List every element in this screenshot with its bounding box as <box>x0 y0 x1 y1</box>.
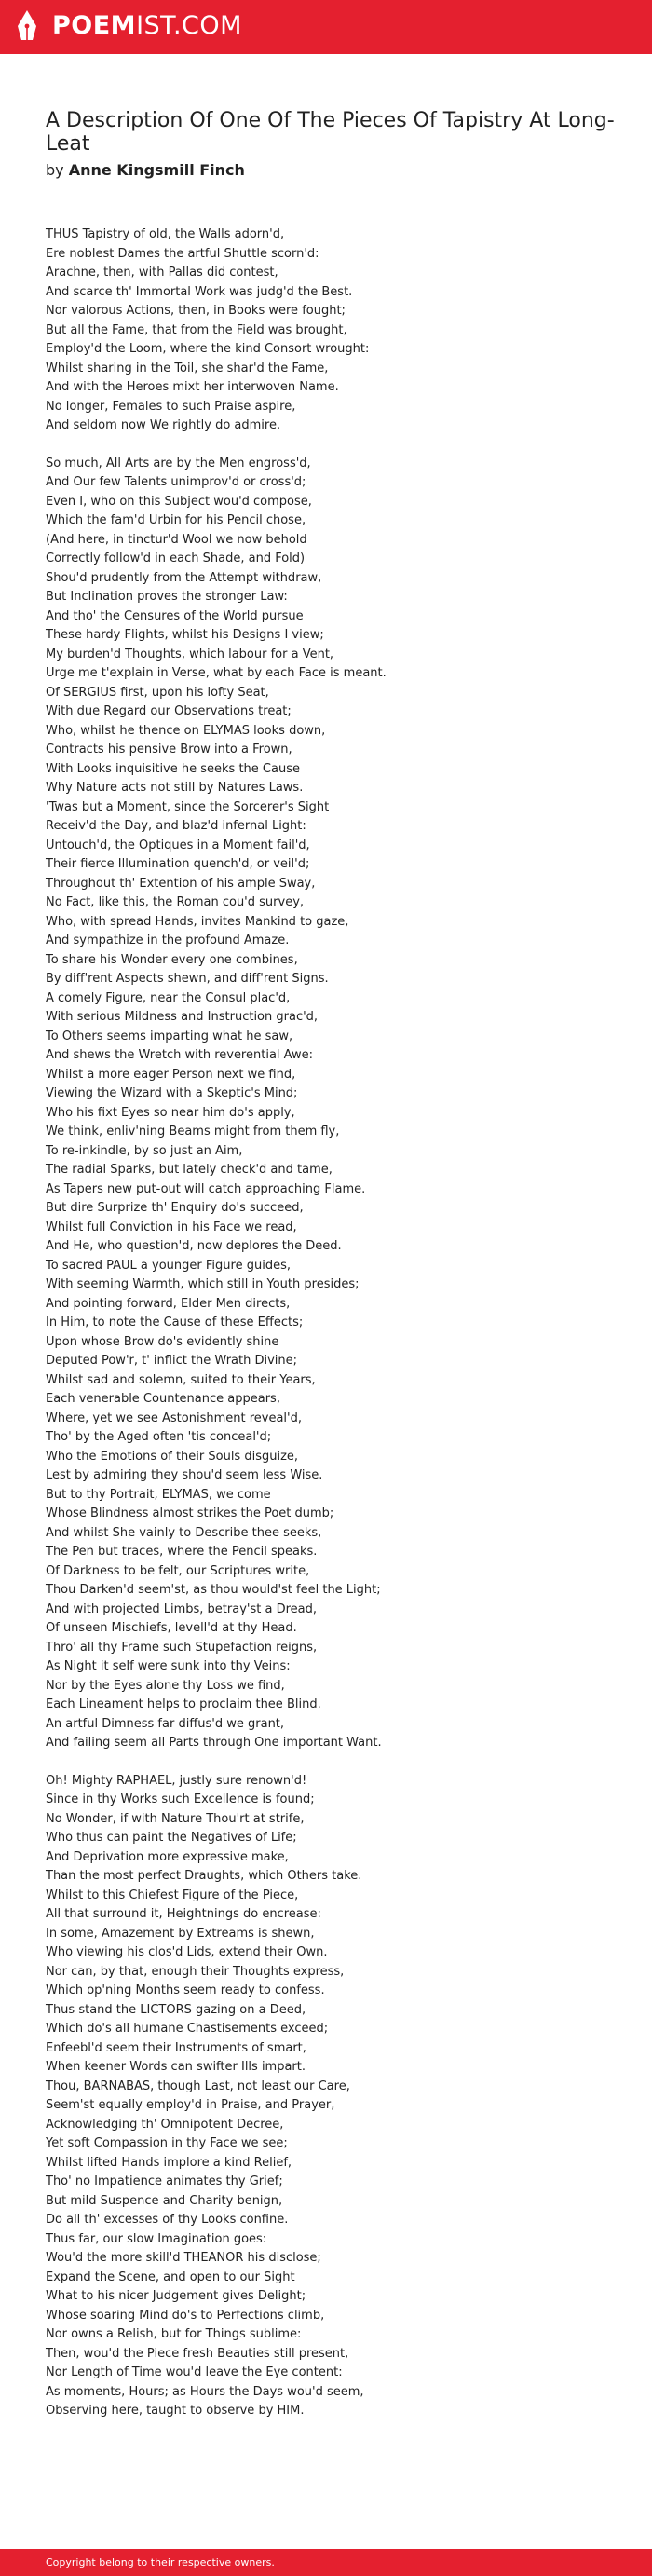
poem-line: And He, who question'd, now deplores the Deed. <box>46 1239 342 1253</box>
poem-line: 'Twas but a Moment, since the Sorcerer's Sight <box>46 799 330 814</box>
poem-line: And whilst She vainly to Describe thee seeks, <box>46 1525 322 1540</box>
poem-line: With serious Mildness and Instruction grac'd, <box>46 1010 319 1024</box>
poem-line: Even I, who on this Subject wou'd compose, <box>46 494 312 509</box>
poem-line: And seldom now We rightly do admire. <box>46 418 281 432</box>
poem-line: We think, enliv'ning Beams might from them fly, <box>46 1124 340 1138</box>
poem-line: Upon whose Brow do's evidently shine <box>46 1334 279 1349</box>
poem-line: Since in thy Works such Excellence is found; <box>46 1792 315 1806</box>
poem-line: And scarce th' Immortal Work was judg'd the Best. <box>46 284 353 299</box>
poem-line: Expand the Scene, and open to our Sight <box>46 2269 295 2284</box>
by-label: by <box>46 161 64 179</box>
poem-line: Whose soaring Mind do's to Perfections climb, <box>46 2308 325 2323</box>
poem-line: As Night it self were sunk into thy Veins: <box>46 1659 291 1673</box>
poem-line: To share his Wonder every one combines, <box>46 952 298 967</box>
poem-line: All that surround it, Heightnings do encrease: <box>46 1907 321 1921</box>
poem-title: A Description Of One Of The Pieces Of Tapistry At Long-Leat <box>46 109 615 156</box>
byline <box>46 160 245 181</box>
poem-line: Who thus can paint the Negatives of Life; <box>46 1831 297 1845</box>
poem-line: But mild Suspence and Charity benign, <box>46 2193 283 2208</box>
poem-line: Tho' no Impatience animates thy Grief; <box>46 2174 283 2188</box>
poem-line: Correctly follow'd in each Shade, and Fold) <box>46 552 306 566</box>
poem-line: Where, yet we see Astonishment reveal'd, <box>46 1411 302 1425</box>
poem-line: Why Nature acts not still by Natures Laws. <box>46 781 304 795</box>
poem-line: Yet soft Compassion in thy Face we see; <box>46 2136 288 2150</box>
poem-line: Then, wou'd the Piece fresh Beauties still present, <box>46 2346 349 2361</box>
poem-line: Each Lineament helps to proclaim thee Blind. <box>46 1697 321 1711</box>
poem-line: No Fact, like this, the Roman cou'd survey, <box>46 895 305 909</box>
stanza <box>46 1772 632 2421</box>
poem-line: And Deprivation more expressive make, <box>46 1849 289 1864</box>
poem-line: But all the Fame, that from the Field was brought, <box>46 322 347 337</box>
poem-line: Whilst lifted Hands implore a kind Relief, <box>46 2155 292 2170</box>
poem-line: My burden'd Thoughts, which labour for a Vent, <box>46 647 334 661</box>
poem-line: Who his fixt Eyes so near him do's apply, <box>46 1105 295 1120</box>
poem-line: Nor by the Eyes alone thy Loss we find, <box>46 1678 285 1693</box>
poem-line: Who, with spread Hands, invites Mankind to gaze, <box>46 914 349 929</box>
poem-line: Nor valorous Actions, then, in Books were fought; <box>46 304 346 318</box>
poem-line: With seeming Warmth, which still in Youth presides; <box>46 1277 360 1291</box>
poem-line: What to his nicer Judgement gives Delight; <box>46 2289 306 2303</box>
poem-line: Thou, BARNABAS, though Last, not least our Care, <box>46 2079 350 2093</box>
poem-line: Contracts his pensive Brow into a Frown, <box>46 743 292 756</box>
poem-line: Nor owns a Relish, but for Things sublime: <box>46 2327 302 2341</box>
poem-line: Of unseen Mischiefs, levell'd at thy Head. <box>46 1621 297 1635</box>
poem-line: The radial Sparks, but lately check'd and tame, <box>46 1163 333 1177</box>
poem-line: And tho' the Censures of the World pursue <box>46 608 304 623</box>
site-footer <box>0 2549 652 2576</box>
poem-line: To re-inkindle, by so just an Aim, <box>46 1143 243 1158</box>
poem-line: Nor can, by that, enough their Thoughts express, <box>46 1964 345 1979</box>
poem-line: To sacred PAUL a younger Figure guides, <box>46 1258 291 1273</box>
poem-line: Nor Length of Time wou'd leave the Eye content: <box>46 2365 343 2379</box>
poem-line: So much, All Arts are by the Men engross'd, <box>46 456 311 470</box>
poem-line: Whilst sharing in the Toil, she shar'd the Fame, <box>46 361 329 375</box>
poem-line: Do all th' excesses of thy Looks confine. <box>46 2213 289 2227</box>
poem-line: Enfeebl'd seem their Instruments of smart, <box>46 2040 306 2055</box>
poem-line: Their fierce Illumination quench'd, or veil'd; <box>46 857 310 871</box>
poem-line: And sympathize in the profound Amaze. <box>46 934 290 947</box>
poem-line: Thou Darken'd seem'st, as thou would'st feel the Light; <box>46 1583 381 1597</box>
poem-line: And pointing forward, Elder Men directs, <box>46 1296 291 1311</box>
poem-line: Which do's all humane Chastisements exceed; <box>46 2022 329 2036</box>
copyright-notice: Copyright belong to their respective owners. <box>46 2556 275 2569</box>
poem-line: And Our few Talents unimprov'd or cross'd; <box>46 475 306 489</box>
poem-line: These hardy Flights, whilst his Designs I view; <box>46 628 324 642</box>
poem-line: Lest by admiring they shou'd seem less Wise. <box>46 1468 323 1482</box>
poem-line: As Tapers new put-out will catch approaching Flame. <box>46 1181 366 1196</box>
poem-line: No Wonder, if with Nature Thou'rt at strife, <box>46 1811 305 1826</box>
poem-line: And with the Heroes mixt her interwoven Name. <box>46 380 339 394</box>
poem-line: Which op'ning Months seem ready to confess. <box>46 1983 325 1997</box>
poem-line: Ere noblest Dames the artful Shuttle scorn'd: <box>46 246 319 261</box>
poem-line: Arachne, then, with Pallas did contest, <box>46 266 278 279</box>
poem-line: Receiv'd the Day, and blaz'd infernal Light: <box>46 819 306 833</box>
poem-line: But to thy Portrait, ELYMAS, we come <box>46 1487 271 1502</box>
poem-line: Whilst full Conviction in his Face we read, <box>46 1220 297 1234</box>
poem-line: A comely Figure, near the Consul plac'd, <box>46 990 291 1005</box>
site-logo[interactable] <box>17 9 242 43</box>
poem-line: Throughout th' Extention of his ample Sway, <box>46 876 316 891</box>
poem-line: And shews the Wretch with reverential Awe: <box>46 1048 314 1062</box>
site-header <box>0 0 652 54</box>
poem-line: Thro' all thy Frame such Stupefaction reigns, <box>46 1640 318 1655</box>
poem-line: Each venerable Countenance appears, <box>46 1392 280 1406</box>
poem-line: Thus far, our slow Imagination goes: <box>46 2231 267 2246</box>
logo-text: POEMIST.COM <box>52 11 242 40</box>
poem-line: To Others seems imparting what he saw, <box>46 1029 293 1043</box>
poem-line: Who viewing his clos'd Lids, extend their Own. <box>46 1945 328 1959</box>
poem-line: Whilst to this Chiefest Figure of the Piece, <box>46 1888 299 1902</box>
poem-line: The Pen but traces, where the Pencil speaks. <box>46 1545 318 1559</box>
poem-line: An artful Dimness far diffus'd we grant, <box>46 1716 285 1731</box>
poem-line: Wou'd the more skill'd THEANOR his disclose; <box>46 2251 321 2265</box>
stanza <box>46 455 632 1753</box>
poem-line: As moments, Hours; as Hours the Days wou'd seem, <box>46 2384 364 2399</box>
author-name[interactable]: Anne Kingsmill Finch <box>68 161 245 179</box>
poem-line: (And here, in tinctur'd Wool we now behold <box>46 532 307 547</box>
poem-line: With due Regard our Observations treat; <box>46 704 292 718</box>
poem-line: Viewing the Wizard with a Skeptic's Mind; <box>46 1086 298 1100</box>
fountain-pen-icon <box>17 9 37 43</box>
poem-line: But dire Surprize th' Enquiry do's succeed, <box>46 1201 304 1215</box>
poem-line: THUS Tapistry of old, the Walls adorn'd, <box>46 227 285 241</box>
poem-line: Whose Blindness almost strikes the Poet dumb; <box>46 1506 334 1520</box>
poem-line: And failing seem all Parts through One important Want. <box>46 1736 382 1750</box>
poem-line: Whilst a more eager Person next we find, <box>46 1067 296 1082</box>
poem-line: Shou'd prudently from the Attempt withdraw, <box>46 570 322 585</box>
poem-line: And with projected Limbs, betray'st a Dread, <box>46 1601 317 1616</box>
poem-line: In Him, to note the Cause of these Effects; <box>46 1315 304 1329</box>
poem-line: In some, Amazement by Extreams is shewn, <box>46 1926 315 1941</box>
poem-line: Tho' by the Aged often 'tis conceal'd; <box>46 1430 272 1444</box>
poem-line: Employ'd the Loom, where the kind Consort wrought: <box>46 342 370 356</box>
poem-line: Which the fam'd Urbin for his Pencil chose, <box>46 513 306 527</box>
poem-line: Oh! Mighty RAPHAEL, justly sure renown'd! <box>46 1773 307 1788</box>
poem-line: Than the most perfect Draughts, which Others take. <box>46 1869 362 1883</box>
poem-line: Untouch'd, the Optiques in a Moment fail'd, <box>46 838 310 852</box>
poem-body <box>46 225 632 2440</box>
poem-line: Urge me t'explain in Verse, what by each Face is meant. <box>46 666 387 680</box>
poem-line: No longer, Females to such Praise aspire, <box>46 399 296 414</box>
poem-line: Acknowledging th' Omnipotent Decree, <box>46 2117 284 2132</box>
poem-line: But Inclination proves the stronger Law: <box>46 590 288 604</box>
poem-line: Seem'st equally employ'd in Praise, and Prayer, <box>46 2098 335 2112</box>
poem-line: Thus stand the LICTORS gazing on a Deed, <box>46 2002 306 2017</box>
poem-line: Of SERGIUS first, upon his lofty Seat, <box>46 685 269 700</box>
poem-line: Of Darkness to be felt, our Scriptures write, <box>46 1563 310 1578</box>
stanza <box>46 225 632 436</box>
poem-line: Observing here, taught to observe by HIM. <box>46 2404 305 2418</box>
poem-line: Deputed Pow'r, t' inflict the Wrath Divine; <box>46 1354 298 1368</box>
poem-line: By diff'rent Aspects shewn, and diff'rent Signs. <box>46 972 329 986</box>
poem-line: With Looks inquisitive he seeks the Cause <box>46 761 300 776</box>
poem-line: Who the Emotions of their Souls disguize, <box>46 1449 299 1464</box>
poem-line: Whilst sad and solemn, suited to their Years, <box>46 1372 316 1387</box>
poem-line: When keener Words can swifter Ills impart. <box>46 2060 306 2074</box>
poem-line: Who, whilst he thence on ELYMAS looks down, <box>46 723 326 738</box>
